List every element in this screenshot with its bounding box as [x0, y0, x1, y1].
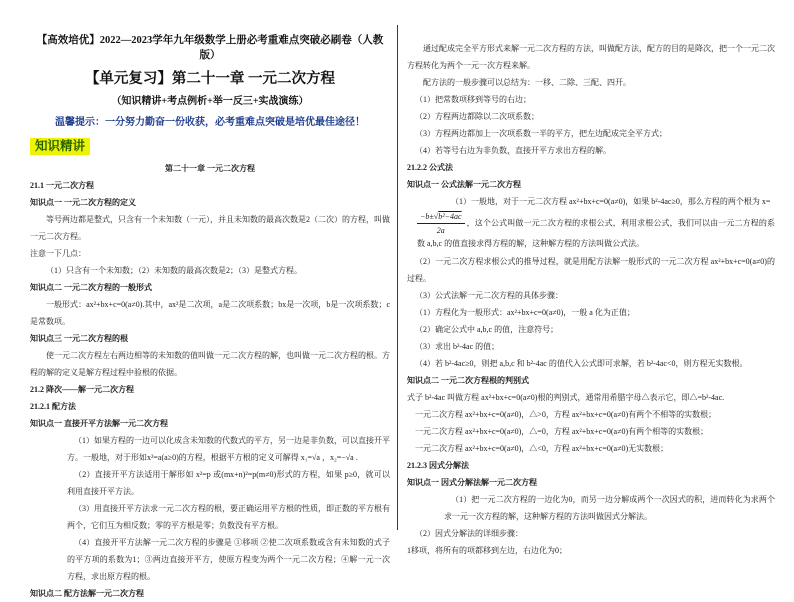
paragraph: （1）如果方程的一边可以化成含未知数的代数式的平方，另一边是非负数，可以直接开平方。一般地，对于形如x²=a(a≥0)的方程，根据平方根的定义可解得 x₁=√a ，x₂=−√a .: [67, 436, 390, 462]
section-heading: 知识点二 一元二次方程的一般形式: [30, 283, 152, 292]
section-heading: 21.2.1 配方法: [30, 402, 76, 411]
right-column: [407, 36, 775, 559]
paragraph: （2）直接开平方法适用于解形如 x²=p 或(mx+n)²=p(m≠0)形式的方程，如果 p≥0，就可以利用直接开平方法。: [67, 470, 390, 496]
paragraph: 一元二次方程 ax²+bx+c=0(a≠0)，△=0，方程 ax²+bx+c=0(a≠0)有两个相等的实数根；: [415, 427, 709, 436]
left-column: [30, 33, 390, 602]
paragraph: （1）只含有一个未知数；（2）未知数的最高次数是2；（3）是整式方程。: [46, 266, 302, 275]
left-column-body: [30, 160, 390, 602]
section-heading: 知识点一 因式分解法解一元二次方程: [407, 478, 537, 487]
section-heading: 知识点一 一元二次方程的定义: [30, 198, 136, 207]
section-heading: 知识点一 直接开平方法解一元二次方程: [30, 419, 168, 428]
paragraph: （4）若 b²-4ac≥0，则把 a,b,c 和 b²-4ac 的值代入公式即可求解，若 b²-4ac<0，则方程无实数根。: [415, 359, 748, 368]
paragraph: 等号两边都是整式，只含有一个未知数（一元），并且未知数的最高次数是2（二次）的方程，叫做一元二次方程。: [30, 215, 390, 241]
paragraph: 注意一下几点：: [30, 249, 86, 258]
paragraph: 一元二次方程 ax²+bx+c=0(a≠0)，△<0，方程 ax²+bx+c=0(a≠0)无实数根；: [415, 444, 669, 453]
paragraph: （1）把一元二次方程的一边化为0，而另一边分解成两个一次因式的积，进而转化为求两个求一元一次方程的解，这种解方程的方法叫做因式分解法。: [444, 495, 775, 521]
quadratic-formula-fraction: $\frac{\text{−b±√b²−4ac}}{2a}$: [417, 211, 465, 236]
quadratic-formula-paragraph: [407, 211, 775, 251]
paragraph: （2）确定公式中 a,b,c 的值，注意符号；: [415, 325, 559, 334]
paragraph: 一般形式：ax²+bx+c=0(a≠0).其中，ax²是二次项，a是二次项系数；bx是一次项，b是一次项系数；c是常数项。: [30, 300, 390, 326]
paragraph: 使一元二次方程左右两边相等的未知数的值叫做一元二次方程的解，也叫做一元二次方程的根。方程的解的定义是解方程过程中验根的依据。: [30, 351, 390, 377]
formula-following-text: ，这个公式叫做一元二次方程的求根公式，利用求根公式，我们可以由一元二方程的系数 a,b,c 的值直接求得方程的解，这种解方程的方法叫做公式法。: [417, 218, 775, 248]
paragraph: （4）若等号右边为非负数，直接开平方求出方程的解。: [415, 146, 611, 155]
document-subtitle: （知识精讲+考点例析+举一反三+实战演练）: [111, 96, 309, 107]
paragraph: （2）方程两边都除以二次项系数；: [415, 112, 539, 121]
section-heading: 21.2 降次——解一元二次方程: [30, 385, 134, 394]
paragraph: （1）方程化为一般形式：ax²+bx+c=0(a≠0)，一般 a 化为正值；: [415, 308, 635, 317]
paragraph: 通过配成完全平方形式来解一元二次方程的方法，叫做配方法，配方的目的是降次，把一个一元二次方程转化为两个一元一次方程来解。: [407, 44, 775, 70]
section-heading: 21.2.2 公式法: [407, 163, 453, 172]
paragraph: 式子 b²-4ac 叫做方程 ax²+bx+c=0(a≠0)根的判别式，通常用希腊字母△表示它，即△=b²-4ac.: [407, 393, 725, 402]
paragraph: （3）方程两边都加上一次项系数一半的平方，把左边配成完全平方式；: [415, 129, 667, 138]
section-heading: 知识点一 公式法解一元二次方程: [407, 180, 521, 189]
paragraph: （3）求出 b²-4ac 的值；: [415, 342, 500, 351]
badge-row: [30, 137, 390, 156]
document-header: [30, 33, 390, 156]
right-column-body: [407, 40, 775, 559]
document-title: 【高效培优】2022—2023学年九年级数学上册必考重难点突破必刷卷（人教版）: [36, 35, 384, 61]
paragraph: 一元二次方程 ax²+bx+c=0(a≠0)，△>0，方程 ax²+bx+c=0(a≠0)有两个不相等的实数根；: [415, 410, 717, 419]
paragraph: （1）一般地，对于一元二次方程 ax²+bx+c=0(a≠0)，如果 b²-4ac≥0，那么方程的两个根为 x=: [451, 197, 771, 206]
reminder-line: 温馨提示：一分努力勤奋一份收获，必考重难点突破是培优最佳途径！: [55, 117, 365, 128]
chapter-heading: 第二十一章 一元二次方程: [165, 164, 255, 173]
paragraph: （2）一元二次方程求根公式的推导过程，就是用配方法解一般形式的一元二次方程 ax²+bx+c=0(a≠0)的过程。: [407, 257, 775, 283]
paragraph: （2）因式分解法的详细步骤：: [415, 529, 523, 538]
section-heading: 21.1 一元二次方程: [30, 181, 94, 190]
section-heading: 知识点二 一元二次方程根的判别式: [407, 376, 529, 385]
knowledge-section-badge: 知识精讲: [30, 138, 90, 155]
paragraph: （4）直接开平方法解一元二次方程的步骤是 ①移项 ②使二次项系数或含有未知数的式子的平方项的系数为1；③两边直接开平方，使原方程变为两个一元二次方程；④解一元一次方程，求出原方程的根。: [67, 538, 390, 581]
paragraph: 1移项，将所有的项都移到左边，右边化为0；: [407, 546, 567, 555]
paragraph: （3）用直接开平方法求一元二次方程的根，要正确运用平方根的性质，即正数的平方根有两个，它们互为相反数；零的平方根是零；负数没有平方根。: [67, 504, 390, 530]
section-heading: 21.2.3 因式分解法: [407, 461, 469, 470]
column-divider: [397, 25, 398, 530]
paragraph: 配方法的一般步骤可以总结为：一移、二除、三配、四开。: [423, 78, 631, 87]
paragraph: （1）把常数项移到等号的右边；: [415, 95, 531, 104]
section-heading: 知识点二 配方法解一元二次方程: [30, 589, 144, 598]
section-heading: 知识点三 一元二次方程的根: [30, 334, 128, 343]
paragraph: （3）公式法解一元二次方程的具体步骤：: [415, 291, 563, 300]
unit-review-title: 【单元复习】第二十一章 一元二次方程: [84, 71, 336, 87]
